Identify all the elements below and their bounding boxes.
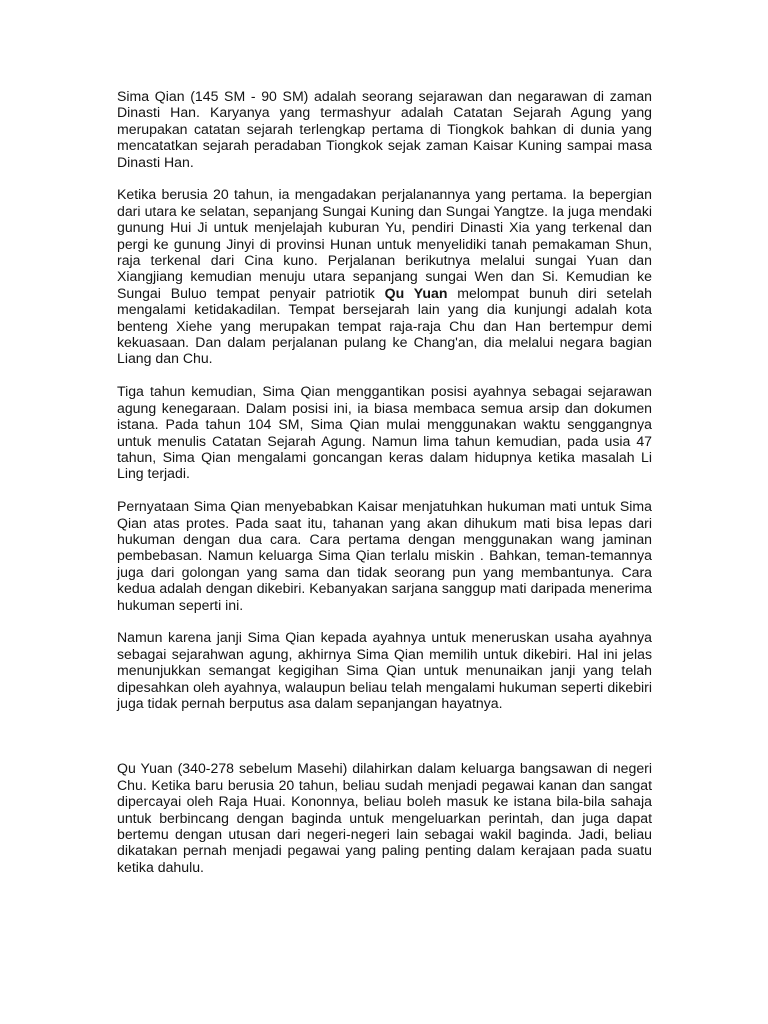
- journey-text-after: melompat bunuh diri setelah mengalami ketidakadilan. Tempat bersejarah lain yang dia kunjungi adalah kota benteng Xiehe yang merupakan tempat raja-raja Chu dan Han bertempur demi kekuasaan. Dan dalam perjalanan pulang ke Chang'an, dia melalui negara bagian Liang dan Chu.: [117, 284, 652, 367]
- paragraph-sima-qian-intro: Sima Qian (145 SM - 90 SM) adalah seorang sejarawan dan negarawan di zaman Dinasti Han. Karyanya yang termashyur adalah Catatan Sejarah Agung yang merupakan catatan sejarah terlengkap pertama di Tiongkok bahkan di dunia yang mencatatkan sejarah peradaban Tiongkok sejak zaman Kaisar Kuning sampai masa Dinasti Han.: [117, 88, 652, 170]
- paragraph-first-journey: [117, 186, 652, 366]
- journey-text-before: Ketika berusia 20 tahun, ia mengadakan perjalanannya yang pertama. Ia bepergian dari utara ke selatan, sepanjang Sungai Kuning dan Sungai Yangtze. Ia juga mendaki gunung Hui Ji untuk menjelajah kuburan Yu, pendiri Dinasti Xia yang terkenal dan pergi ke gunung Jinyi di provinsi Hunan untuk menyelidiki tanah pemakaman Shun, raja terkenal dari Cina kuno. Perjalanan berikutnya melalui sungai Yuan dan Xiangjiang kemudian menuju utara sepanjang sungai Wen dan Si. Kemudian ke Sungai Buluo tempat penyair patriotik: [117, 186, 652, 301]
- paragraph-historian-post: Tiga tahun kemudian, Sima Qian menggantikan posisi ayahnya sebagai sejarawan agung kenegaraan. Dalam posisi ini, ia biasa membaca semua arsip dan dokumen istana. Pada tahun 104 SM, Sima Qian mulai menggunakan waktu senggangnya untuk menulis Catatan Sejarah Agung. Namun lima tahun kemudian, pada usia 47 tahun, Sima Qian mengalami goncangan keras dalam hidupnya ketika masalah Li Ling terjadi.: [117, 383, 652, 482]
- document-page: [117, 88, 652, 892]
- paragraph-promise-to-father: Namun karena janji Sima Qian kepada ayahnya untuk meneruskan usaha ayahnya sebagai sejarahwan agung, akhirnya Sima Qian memilih untuk dikebiri. Hal ini jelas menunjukkan semangat kegigihan Sima Qian untuk menunaikan janji yang telah dipesahkan oleh ayahnya, walaupun beliau telah mengalami hukuman seperti dikebiri juga tidak pernah berputus asa dalam sepanjangan hayatnya.: [117, 629, 652, 711]
- paragraph-qu-yuan-intro: Qu Yuan (340-278 sebelum Masehi) dilahirkan dalam keluarga bangsawan di negeri Chu. Ketika baru berusia 20 tahun, beliau sudah menjadi pegawai kanan dan sangat dipercayai oleh Raja Huai. Kononnya, beliau boleh masuk ke istana bila-bila sahaja untuk berbincang dengan baginda untuk mengeluarkan perintah, dan juga dapat bertemu dengan utusan dari negeri-negeri lain sebagai wakil baginda. Jadi, beliau dikatakan pernah menjadi pegawai yang paling penting dalam kerajaan pada suatu ketika dahulu.: [117, 760, 652, 875]
- paragraph-death-sentence: Pernyataan Sima Qian menyebabkan Kaisar menjatuhkan hukuman mati untuk Sima Qian atas protes. Pada saat itu, tahanan yang akan dihukum mati bisa lepas dari hukuman dengan dua cara. Cara pertama dengan menggunakan wang jaminan pembebasan. Namun keluarga Sima Qian terlalu miskin . Bahkan, teman-temannya juga dari golongan yang sama dan tidak seorang pun yang membantunya. Cara kedua adalah dengan dikebiri. Kebanyakan sarjana sanggup mati daripada menerima hukuman seperti ini.: [117, 498, 652, 613]
- qu-yuan-bold-name: Qu Yuan: [384, 284, 448, 301]
